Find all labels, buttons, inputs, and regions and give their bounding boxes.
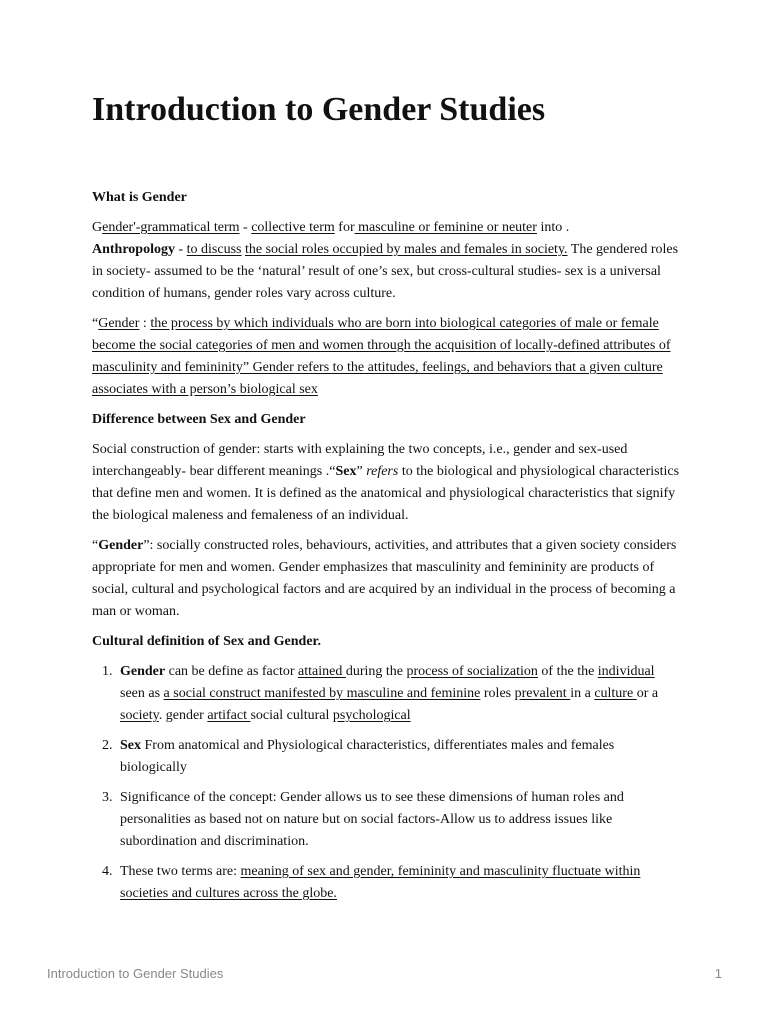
paragraph: “Gender : the process by which individuals who are born into biological categories of male or female become the social categories of men and women through the acquisition of locally-defined attributes of masculinity and femininity” Gender refers to the attitudes, feelings, and behaviors that a given culture associates with a person’s biological sex: [92, 316, 671, 397]
paragraph: Gender'-grammatical term - collective term for masculine or feminine or neuter into . Anthropology - to discuss the social roles occupied by males and females in society. The gendered roles in society- assumed to be the ‘natural’ result of one’s sex, but cross-cultural studies- sex is a universal condition of humans, gender roles vary across culture.: [92, 220, 679, 301]
document-title: Introduction to Gender Studies: [92, 91, 546, 128]
list-item: 1. Gender can be define as factor attained during the process of socialization of the the individual seen as a social construct manifested by masculine and feminine roles prevalent in a culture or a society. gender artifact social cultural psychological: [102, 664, 659, 723]
document-body: [92, 187, 682, 913]
section-heading-difference: Difference between Sex and Gender: [92, 412, 306, 427]
page-footer: [47, 966, 722, 981]
list-item: 4. These two terms are: meaning of sex and gender, femininity and masculinity fluctuate within societies and cultures across the globe.: [102, 864, 641, 901]
footer-document-title: Introduction to Gender Studies: [47, 966, 224, 981]
section-heading-what-is-gender: What is Gender: [92, 190, 187, 205]
paragraph: Social construction of gender: starts with explaining the two concepts, i.e., gender and sex-used interchangeably- bear different meanings .“Sex” refers to the biological and physiological characteristics that define men and women. It is defined as the anatomical and physiological characteristics that signify the biological maleness and femaleness of an individual.: [92, 442, 680, 523]
section-heading-cultural-definition: Cultural definition of Sex and Gender.: [92, 634, 321, 649]
list-item: 2. Sex From anatomical and Physiological characteristics, differentiates males and females biologically: [102, 738, 615, 775]
page-number: 1: [714, 966, 722, 981]
paragraph: “Gender”: socially constructed roles, behaviours, activities, and attributes that a given society considers appropriate for men and women. Gender emphasizes that masculinity and femininity are products of social, cultural and psychological factors and are acquired by an individual in the process of becoming a man or woman.: [92, 538, 677, 619]
list-item: 3. Significance of the concept: Gender allows us to see these dimensions of human roles and personalities as based not on nature but on social factors-Allow us to address issues like subordination and discrimination.: [102, 790, 624, 849]
numbered-list: [92, 661, 682, 905]
